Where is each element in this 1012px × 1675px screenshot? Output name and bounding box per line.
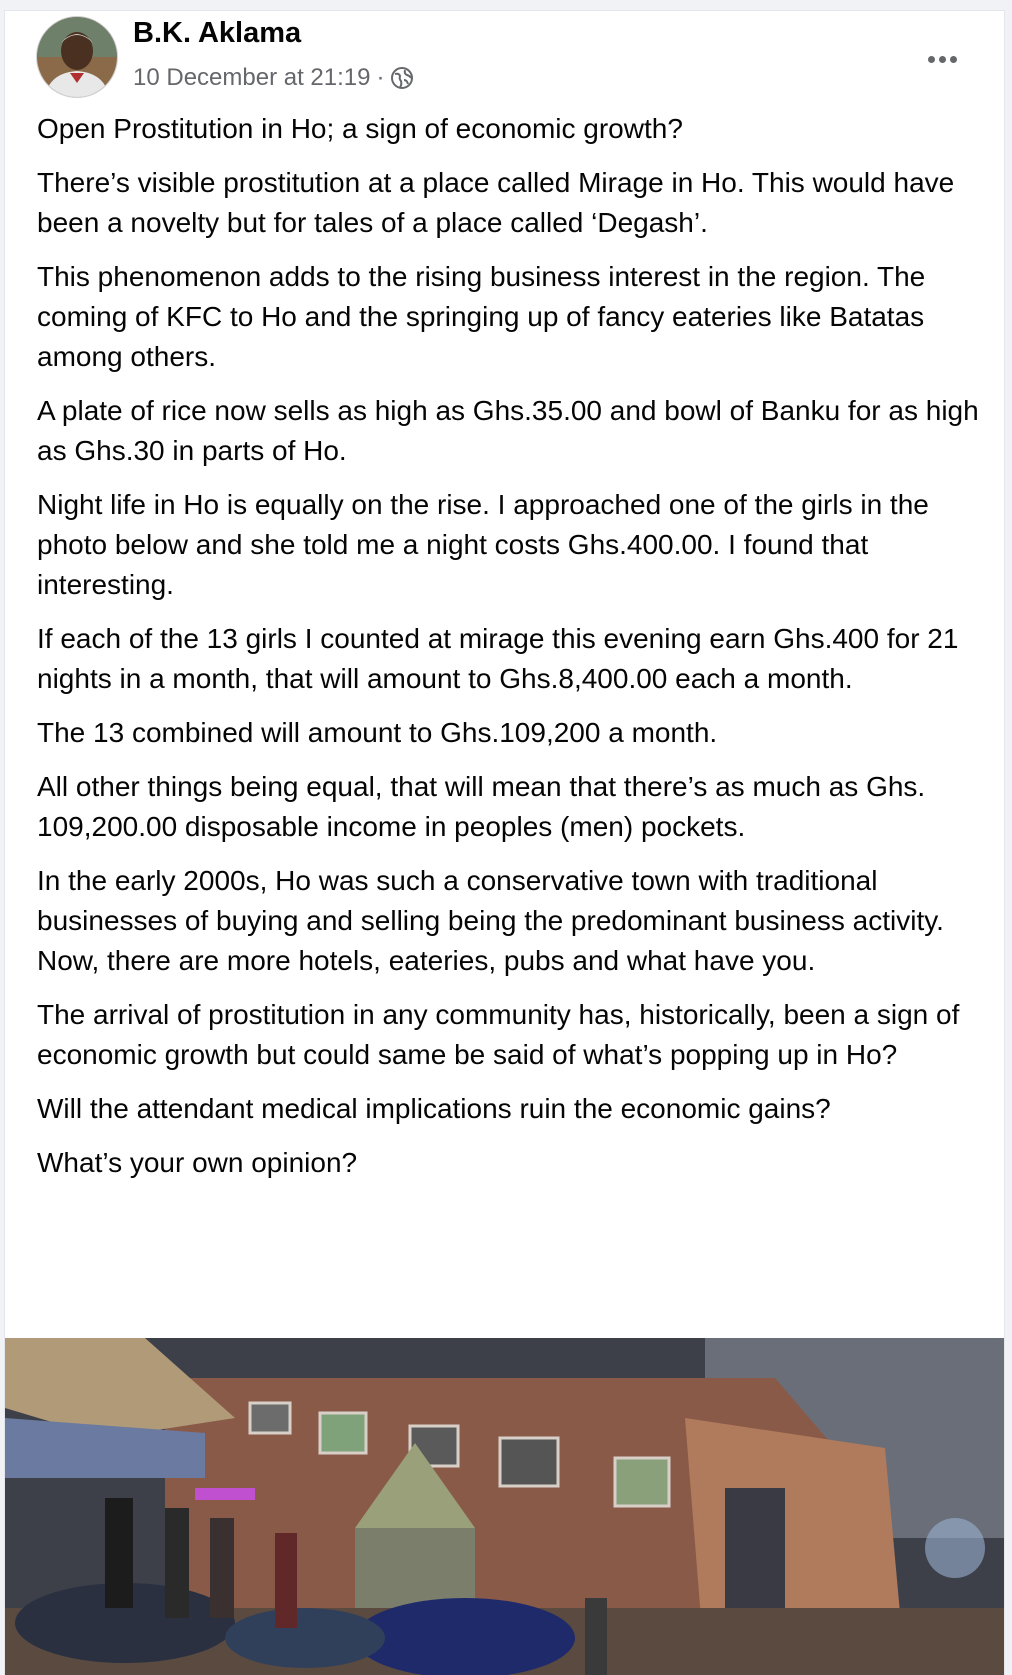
post-paragraph: This phenomenon adds to the rising business interest in the region. The coming of KFC to Ho and the springing up of fancy eateries like Batatas among others. bbox=[37, 261, 926, 372]
post-paragraph: Night life in Ho is equally on the rise. I approached one of the girls in the photo below and she told me a night costs Ghs.400.00. I found that interesting. bbox=[37, 489, 929, 600]
post-paragraph: All other things being equal, that will mean that there’s as much as Ghs. 109,200.00 disposable income in peoples (men) pockets. bbox=[37, 771, 926, 842]
post-paragraph: The 13 combined will amount to Ghs.109,200 a month. bbox=[37, 717, 718, 748]
author-name[interactable]: B.K. Aklama bbox=[133, 17, 302, 49]
meta-separator: · bbox=[376, 64, 385, 91]
post-photo[interactable] bbox=[5, 1338, 1004, 1675]
more-options-icon[interactable] bbox=[920, 37, 964, 81]
post-paragraph: The arrival of prostitution in any community has, historically, been a sign of economic growth but could same be said of what’s popping up in Ho? bbox=[37, 999, 960, 1070]
post-paragraph: Open Prostitution in Ho; a sign of economic growth? bbox=[37, 113, 683, 144]
post-card bbox=[4, 10, 1005, 1675]
post-paragraph: There’s visible prostitution at a place called Mirage in Ho. This would have been a novelty but for tales of a place called ‘Degash’. bbox=[37, 167, 955, 238]
post-body bbox=[37, 109, 987, 1197]
post-paragraph: If each of the 13 girls I counted at mirage this evening earn Ghs.400 for 21 nights in a month, that will amount to Ghs.8,400.00 each a month. bbox=[37, 623, 959, 694]
post-paragraph: What’s your own opinion? bbox=[37, 1147, 358, 1178]
post-timestamp[interactable]: 10 December at 21:19 bbox=[133, 64, 371, 91]
post-paragraph: Will the attendant medical implications ruin the economic gains? bbox=[37, 1093, 831, 1124]
post-header bbox=[5, 11, 1004, 111]
globe-icon[interactable] bbox=[390, 66, 414, 90]
author-avatar[interactable] bbox=[36, 16, 118, 98]
post-paragraph: A plate of rice now sells as high as Ghs.35.00 and bowl of Banku for as high as Ghs.30 in parts of Ho. bbox=[37, 395, 979, 466]
post-paragraph: In the early 2000s, Ho was such a conservative town with traditional businesses of buying and selling being the predominant business activity. Now, there are more hotels, eateries, pubs and what have you. bbox=[37, 865, 944, 976]
post-meta bbox=[133, 63, 414, 93]
